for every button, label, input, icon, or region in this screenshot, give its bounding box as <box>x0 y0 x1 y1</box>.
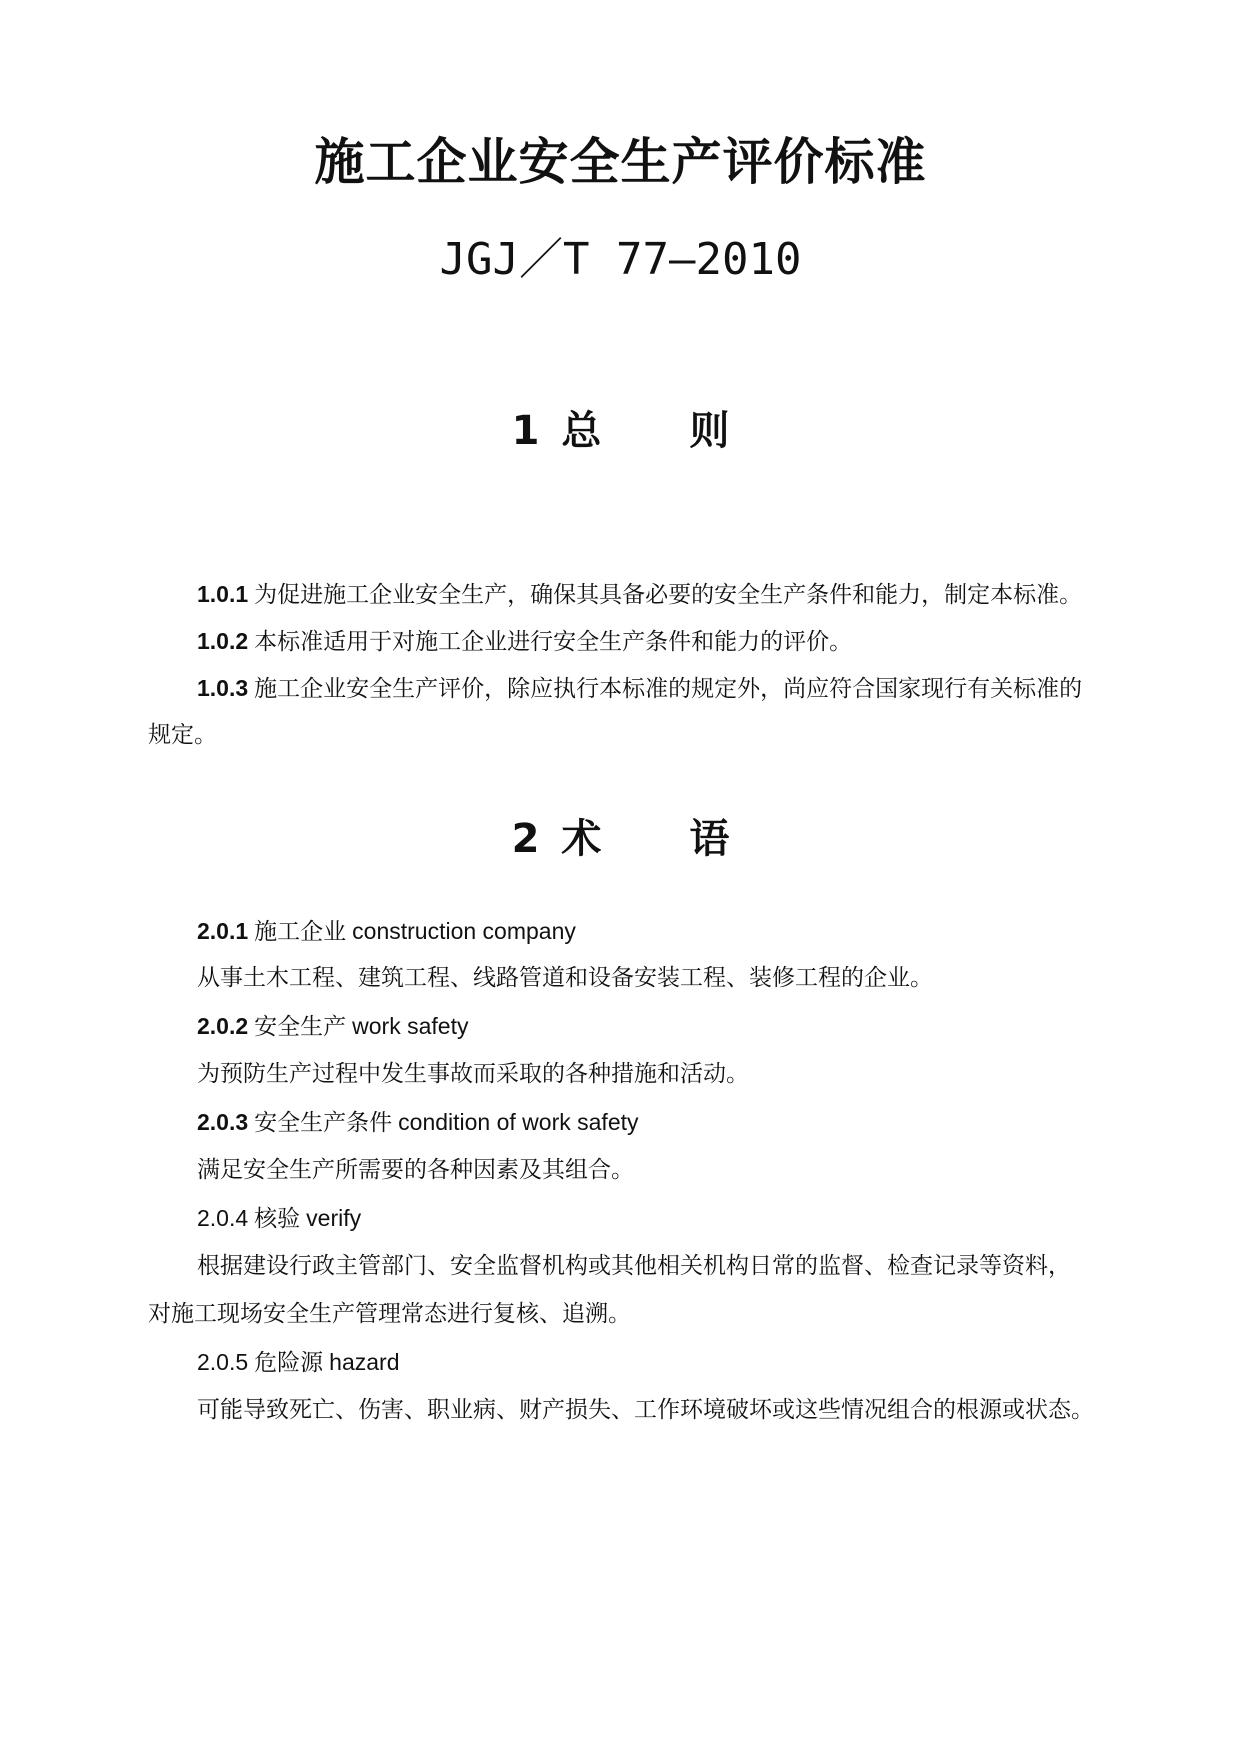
clause-text: 施工企业安全生产评价，除应执行本标准的规定外，尚应符合国家现行有关标准的 <box>254 676 1083 702</box>
term-number: 2.0.1 <box>197 918 249 944</box>
term-name: 核验 <box>254 1206 301 1232</box>
chapter-number: 2 <box>511 816 540 862</box>
term-english: construction company <box>352 918 576 944</box>
document-title: 施工企业安全生产评价标准 <box>314 133 927 191</box>
term-2-0-5 <box>197 1346 399 1379</box>
term-2-0-4-definition-continuation: 对施工现场安全生产管理常态进行复核、追溯。 <box>148 1301 631 1327</box>
clause-1-0-2 <box>197 625 852 658</box>
term-2-0-3-definition: 满足安全生产所需要的各种因素及其组合。 <box>197 1157 634 1183</box>
term-2-0-1 <box>197 915 576 948</box>
clause-number: 1.0.1 <box>197 581 249 607</box>
term-number: 2.0.5 <box>197 1349 249 1375</box>
chapter-1-heading <box>0 406 1241 456</box>
term-2-0-1-definition: 从事土木工程、建筑工程、线路管道和设备安装工程、装修工程的企业。 <box>197 965 933 991</box>
clause-1-0-1 <box>197 578 1082 611</box>
term-english: condition of work safety <box>398 1109 639 1135</box>
term-number: 2.0.4 <box>197 1205 249 1231</box>
term-name: 安全生产 <box>254 1014 347 1040</box>
term-2-0-2 <box>197 1010 468 1043</box>
term-number: 2.0.3 <box>197 1109 249 1135</box>
clause-number: 1.0.2 <box>197 628 249 654</box>
term-english: hazard <box>329 1349 400 1375</box>
clause-number: 1.0.3 <box>197 675 249 701</box>
term-2-0-5-definition: 可能导致死亡、伤害、职业病、财产损失、工作环境破坏或这些情况组合的根源或状态。 <box>197 1397 1094 1423</box>
term-2-0-4-definition: 根据建设行政主管部门、安全监督机构或其他相关机构日常的监督、检查记录等资料， <box>197 1253 1071 1279</box>
term-number: 2.0.2 <box>197 1013 249 1039</box>
chapter-number: 1 <box>511 408 540 454</box>
term-english: work safety <box>352 1013 469 1039</box>
clause-text: 本标准适用于对施工企业进行安全生产条件和能力的评价。 <box>254 629 853 655</box>
chapter-title-part-1: 总 <box>561 408 602 454</box>
chapter-title-part-1: 术 <box>561 816 602 862</box>
clause-1-0-3-continuation: 规定。 <box>148 722 217 748</box>
clause-1-0-3 <box>197 672 1082 705</box>
chapter-title-part-2: 语 <box>689 816 730 862</box>
clause-text: 为促进施工企业安全生产，确保其具备必要的安全生产条件和能力，制定本标准。 <box>254 582 1083 608</box>
term-name: 施工企业 <box>254 919 347 945</box>
chapter-title-part-2: 则 <box>689 408 730 454</box>
term-2-0-4 <box>197 1202 361 1235</box>
term-2-0-2-definition: 为预防生产过程中发生事故而采取的各种措施和活动。 <box>197 1061 749 1087</box>
term-2-0-3 <box>197 1106 639 1139</box>
term-name: 危险源 <box>254 1350 324 1376</box>
standard-code: JGJ／T 77—2010 <box>439 234 802 285</box>
term-english: verify <box>306 1205 362 1231</box>
chapter-2-heading <box>0 814 1241 864</box>
term-name: 安全生产条件 <box>254 1110 393 1136</box>
